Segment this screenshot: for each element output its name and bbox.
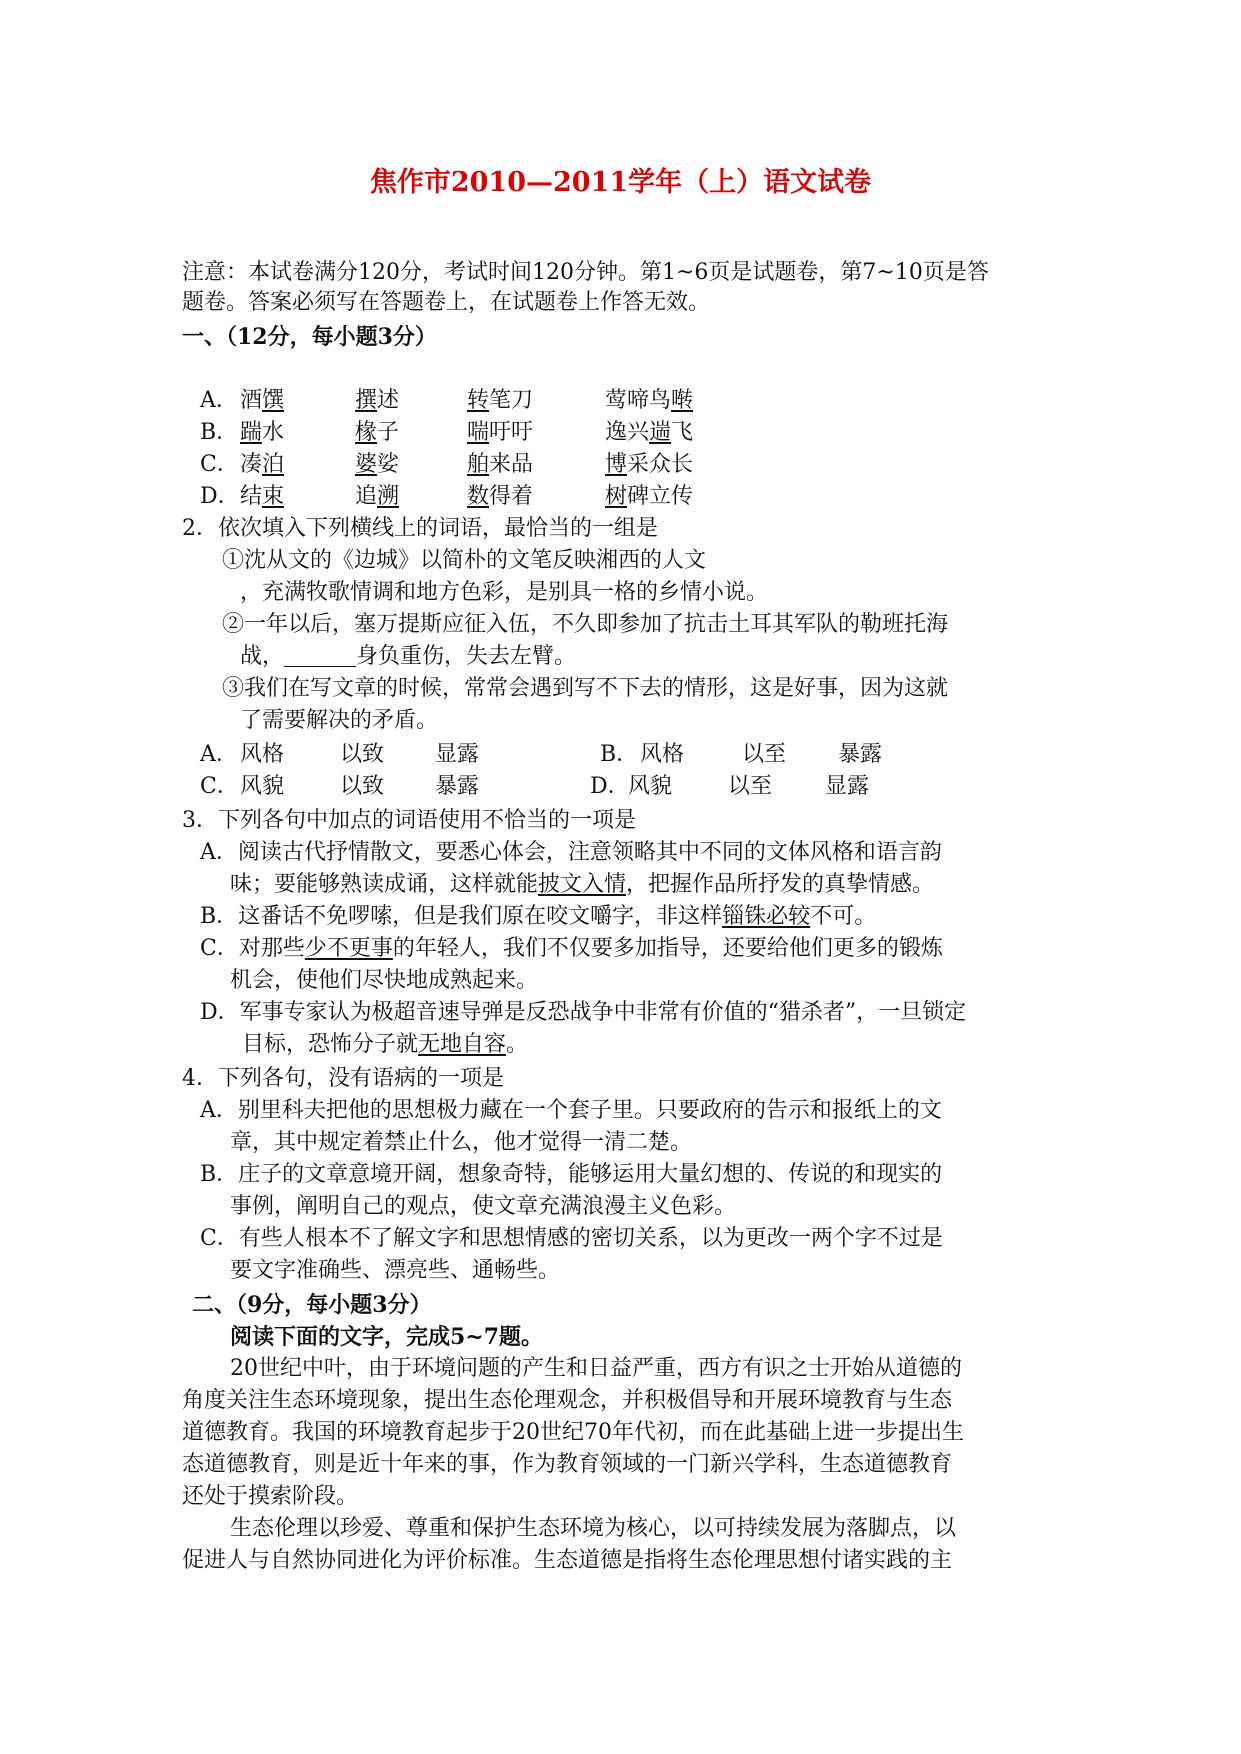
q2-option-word: 以至 bbox=[728, 774, 773, 799]
q3-b-text-end: 不可。 bbox=[810, 904, 877, 929]
q1-word: 采众长 bbox=[627, 452, 694, 477]
q1-underlined-char: 啭 bbox=[671, 388, 694, 413]
q3-a-text: 味；要能够熟读成诵，这样就能 bbox=[230, 872, 539, 897]
q1-word: 子 bbox=[377, 420, 400, 445]
q3-b-idiom: 锱铢必较 bbox=[722, 904, 811, 929]
q1-word: 凑 bbox=[240, 452, 263, 477]
q3-option-d-line-2 bbox=[242, 1030, 528, 1060]
q1-word: 酒 bbox=[240, 388, 263, 413]
q1-word: 逸兴 bbox=[605, 420, 650, 445]
q3-stem: 3．下列各句中加点的词语使用不恰当的一项是 bbox=[182, 808, 636, 833]
q2-option-label: D． bbox=[590, 774, 630, 799]
q2-option-label: A． bbox=[200, 742, 238, 767]
q4-option-a-line-2: 章，其中规定着禁止什么，他才觉得一清二楚。 bbox=[230, 1130, 693, 1155]
q2-option-word: 风格 bbox=[240, 742, 285, 767]
q1-underlined-char: 数 bbox=[467, 484, 490, 509]
q1-word: 述 bbox=[377, 388, 400, 413]
q1-underlined-char: 踹 bbox=[240, 420, 263, 445]
q1-word: 娑 bbox=[377, 452, 400, 477]
q1-underlined-char: 馔 bbox=[262, 388, 285, 413]
q1-word: 来品 bbox=[489, 452, 534, 477]
section-1-heading: 一、（12分，每小题3分） bbox=[182, 324, 437, 350]
q1-word: 吁吁 bbox=[489, 420, 534, 445]
q3-option-b bbox=[200, 902, 876, 932]
q3-d-text: 目标，恐怖分子就 bbox=[242, 1032, 419, 1057]
q1-word: 碑立传 bbox=[627, 484, 694, 509]
q3-d-idiom: 无地自容 bbox=[418, 1032, 507, 1057]
q3-option-a-line-1: A．阅读古代抒情散文，要悉心体会，注意领略其中不同的文体风格和语言韵 bbox=[200, 840, 942, 865]
q4-option-c-line-1: C．有些人根本不了解文字和思想情感的密切关系，以为更改一两个字不过是 bbox=[200, 1226, 943, 1251]
paragraph-line: 20世纪中叶，由于环境问题的产生和日益严重，西方有识之士开始从道德的 bbox=[230, 1356, 962, 1381]
q3-option-c-line-1 bbox=[200, 934, 943, 964]
q2-option-word: 以致 bbox=[340, 774, 385, 799]
q4-option-c-line-2: 要文字准确些、漂亮些、通畅些。 bbox=[230, 1258, 561, 1283]
q3-option-d-line-1: D．军事专家认为极超音速导弹是反恐战争中非常有价值的“猎杀者”，一旦锁定 bbox=[200, 1000, 967, 1025]
paragraph-line: 道德教育。我国的环境教育起步于20世纪70年代初，而在此基础上进一步提出生 bbox=[182, 1420, 964, 1445]
q1-option-label: D． bbox=[200, 484, 240, 509]
q1-underlined-char: 喘 bbox=[467, 420, 490, 445]
q2-option-word: 以至 bbox=[742, 742, 787, 767]
q4-option-a-line-1: A．别里科夫把他的思想极力藏在一个套子里。只要政府的告示和报纸上的文 bbox=[200, 1098, 942, 1123]
q2-option-word: 暴露 bbox=[435, 774, 480, 799]
q1-underlined-char: 舶 bbox=[467, 452, 490, 477]
q1-word: 追 bbox=[355, 484, 378, 509]
q3-c-idiom: 少不更事 bbox=[304, 936, 393, 961]
paragraph-line: 生态伦理以珍爱、尊重和保护生态环境为核心，以可持续发展为落脚点，以 bbox=[230, 1516, 957, 1541]
q1-word: 水 bbox=[262, 420, 285, 445]
q1-word: 莺啼鸟 bbox=[605, 388, 672, 413]
q2-sentence-2a: ②一年以后，塞万提斯应征入伍，不久即参加了抗击土耳其军队的勒班托海 bbox=[222, 612, 949, 637]
q1-underlined-char: 撰 bbox=[355, 388, 378, 413]
q1-option-label: A． bbox=[200, 388, 238, 413]
q1-underlined-char: 溯 bbox=[377, 484, 400, 509]
q2-sentence-3a: ③我们在写文章的时候，常常会遇到写不下去的情形，这是好事，因为这就 bbox=[222, 676, 949, 701]
q1-underlined-char: 束 bbox=[262, 484, 285, 509]
q1-underlined-char: 婆 bbox=[355, 452, 378, 477]
q1-underlined-char: 转 bbox=[467, 388, 490, 413]
q2-option-word: 暴露 bbox=[838, 742, 883, 767]
q2-option-label: C． bbox=[200, 774, 239, 799]
q1-underlined-char: 泊 bbox=[262, 452, 285, 477]
q4-option-b-line-1: B．庄子的文章意境开阔，想象奇特，能够运用大量幻想的、传说的和现实的 bbox=[200, 1162, 943, 1187]
q3-b-text: B．这番话不免啰嗦，但是我们原在咬文嚼字，非这样 bbox=[200, 904, 723, 929]
q2-option-word: 风貌 bbox=[240, 774, 285, 799]
q2-sentence-2b bbox=[240, 642, 576, 672]
q2-option-label: B． bbox=[600, 742, 639, 767]
q2-option-word: 以致 bbox=[340, 742, 385, 767]
q1-word: 结 bbox=[240, 484, 263, 509]
notice-line-1: 注意：本试卷满分120分，考试时间120分钟。第1~6页是试题卷，第7~10页是答 bbox=[182, 260, 989, 285]
q2-sentence-1b: ，充满牧歌情调和地方色彩，是别具一格的乡情小说。 bbox=[240, 580, 769, 605]
notice-line-2: 题卷。答案必须写在答题卷上，在试题卷上作答无效。 bbox=[182, 290, 711, 315]
q3-d-text-end: 。 bbox=[506, 1032, 529, 1057]
paragraph-line: 态道德教育，则是近十年来的事，作为教育领域的一门新兴学科，生态道德教育 bbox=[182, 1452, 953, 1477]
q2-sentence-1a: ①沈从文的《边城》以简朴的文笔反映湘西的人文 bbox=[222, 548, 707, 573]
q2-s2b-post: 身负重伤，失去左臂。 bbox=[356, 644, 577, 669]
q1-underlined-char: 椽 bbox=[355, 420, 378, 445]
page-title: 焦作市2010—2011学年（上）语文试卷 bbox=[369, 167, 872, 198]
q3-option-c-line-2: 机会，使他们尽快地成熟起来。 bbox=[230, 968, 539, 993]
q2-stem: 2．依次填入下列横线上的词语，最恰当的一组是 bbox=[182, 516, 658, 541]
paragraph-line: 促进人与自然协同进化为评价标准。生态道德是指将生态伦理思想付诸实践的主 bbox=[182, 1548, 953, 1573]
q2-option-word: 风貌 bbox=[628, 774, 673, 799]
q1-option-label: B． bbox=[200, 420, 239, 445]
section-2-heading: 二、（9分，每小题3分） bbox=[192, 1292, 432, 1318]
q1-word: 得着 bbox=[489, 484, 534, 509]
q3-c-text-end: 的年轻人，我们不仅要多加指导，还要给他们更多的锻炼 bbox=[392, 936, 943, 961]
q1-word: 笔刀 bbox=[489, 388, 534, 413]
paragraph-line: 角度关注生态环境现象，提出生态伦理观念，并积极倡导和开展环境教育与生态 bbox=[182, 1388, 953, 1413]
q2-sentence-3b: 了需要解决的矛盾。 bbox=[240, 708, 439, 733]
q3-a-idiom: 披文入情 bbox=[538, 872, 627, 897]
q2-option-word: 风格 bbox=[640, 742, 685, 767]
q4-stem: 4．下列各句，没有语病的一项是 bbox=[182, 1066, 504, 1091]
q1-underlined-char: 树 bbox=[605, 484, 628, 509]
q4-option-b-line-2: 事例，阐明自己的观点，使文章充满浪漫主义色彩。 bbox=[230, 1194, 737, 1219]
q2-option-word: 显露 bbox=[435, 742, 480, 767]
fill-blank bbox=[284, 644, 356, 667]
q3-a-text-end: ，把握作品所抒发的真挚情感。 bbox=[626, 872, 935, 897]
q2-option-word: 显露 bbox=[825, 774, 870, 799]
q3-option-a-line-2 bbox=[230, 870, 934, 900]
q2-s2b-pre: 战， bbox=[240, 644, 285, 669]
q1-underlined-char: 遄 bbox=[649, 420, 672, 445]
q1-option-label: C． bbox=[200, 452, 239, 477]
q1-underlined-char: 博 bbox=[605, 452, 628, 477]
q3-c-text: C．对那些 bbox=[200, 936, 305, 961]
reading-instruction: 阅读下面的文字，完成5~7题。 bbox=[230, 1324, 544, 1350]
q1-word: 飞 bbox=[671, 420, 694, 445]
paragraph-line: 还处于摸索阶段。 bbox=[182, 1484, 359, 1509]
